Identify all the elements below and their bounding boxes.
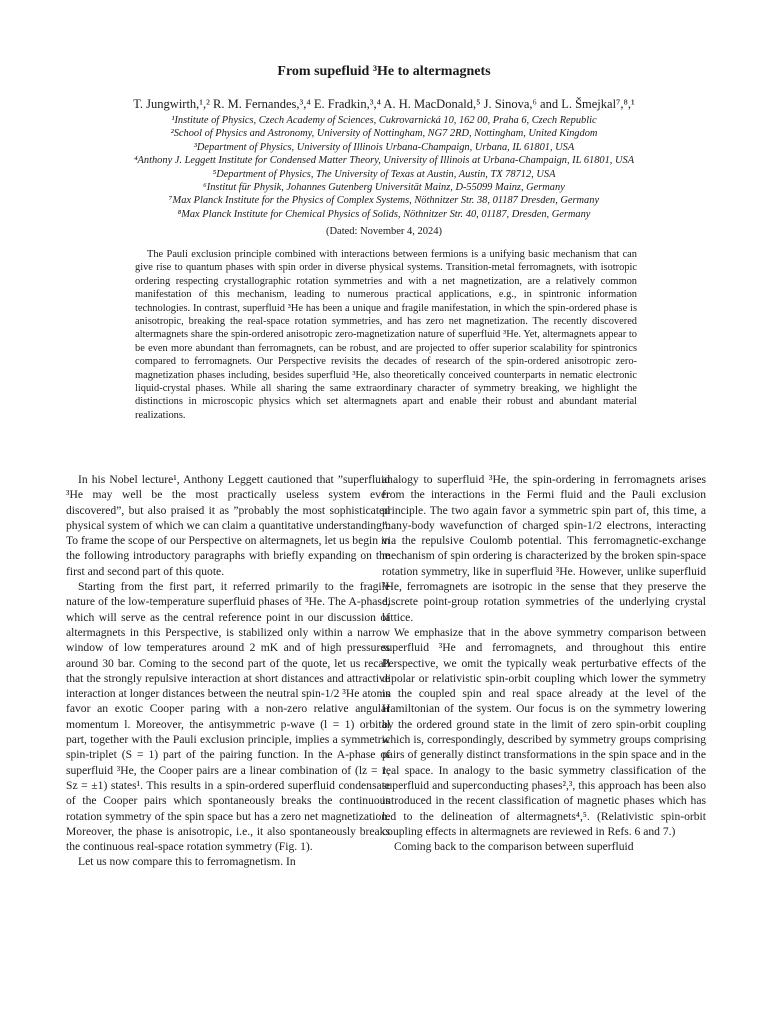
paragraph: analogy to superfluid ³He, the spin-ordering in ferromagnets arises from the interactions in the Fermi fluid and the Pauli exclusion principle. The two again favor a symmetric spin part of, this time, a many-body wavefunction of charged spin-1/2 electrons, interacting via the repulsive Coulomb potential. This ferromagnetic-exchange mechanism of spin ordering is characterized by the broken spin-space rotation symmetry, like in superfluid ³He. However, unlike superfluid ³He, ferromagnets are isotropic in the sense that they preserve the discrete point-group rotation symmetries of the underlying crystal lattice. [382,473,706,624]
author-list: T. Jungwirth,¹,² R. M. Fernandes,³,⁴ E. Fradkin,³,⁴ A. H. MacDonald,⁵ J. Sinova,⁶ and L. Šmejkal⁷,⁸,¹ [133,97,635,111]
paragraph: Starting from the first part, it referred primarily to the fragile nature of the low-temperature superfluid phases of ³He. The A-phase, which will serve as the central reference point in our discussion of altermagnets in this Perspective, is stabilized only within a narrow window of low temperatures around 2 mK and of high pressures around 30 bar. Coming to the second part of the quote, let us recall that the strongly repulsive interaction at short distances and attractive interaction at longer distances between the neutral spin-1/2 ³He atoms favor an exotic Cooper paring with a non-zero relative angular momentum l. Moreover, the antisymmetric p-wave (l = 1) orbital part, together with the Pauli exclusion principle, implies a symmetric spin-triplet (S = 1) part of the pairing function. In the A-phase of superfluid ³He, the Cooper pairs are a linear combination of (lz = 1, Sz = ±1) states¹. This results in a spin-ordered superfluid condensate of the Cooper pairs which spontaneously breaks the continuous rotation symmetry of the spin space but has a zero net magnetization. Moreover, the phase is anisotropic, i.e., it also spontaneously breaks the continuous real-space rotation symmetry (Fig. 1). [66,580,390,854]
paragraph: Coming back to the comparison between superfluid [394,840,634,854]
left-column [66,472,390,870]
affiliation: ⁶Institut für Physik, Johannes Gutenberg Universität Mainz, D-55099 Mainz, Germany [203,182,565,194]
affiliations [0,114,768,221]
abstract: The Pauli exclusion principle combined with interactions between fermions is a unifying basic mechanism that can give rise to quantum phases with spin order in diverse physical systems. Transition-metal ferromagnets, with isotropic ordering respecting crystallographic rotation symmetries and with a net magnetization, are a relatively common manifestation of this mechanism, leading to numerous practical applications, e.g., in spintronic information technologies. In contrast, superfluid ³He has been a unique and fragile manifestation, in which the spin-ordered phase is anisotropic, breaking the real-space rotation symmetries, and has zero net magnetization. The recently discovered altermagnets share the spin-ordered anisotropic zero-magnetization nature of superfluid ³He. Yet, altermagnets appear to be even more abundant than ferromagnets, can be robust, and are projected to offer superior scalability for spintronics compared to ferromagnets. Our Perspective revisits the decades of research of the spin-ordered anisotropic zero-magnetization phases including, besides superfluid ³He, also theoretically conceived counterparts in nematic electronic liquid-crystal phases. While all sharing the same extraordinary character of symmetry breaking, we highlight the distinctions in microscopic physics which set altermagnets apart and enable their robust and abundant material realizations. [135,249,637,421]
paragraph: In his Nobel lecture¹, Anthony Leggett cautioned that ”superfluid ³He may well be the most practically useless system ever discovered”, but also praised it as ”probably the most sophisticated physical system of which we can claim a quantitative understanding”. To frame the scope of our Perspective on altermagnets, let us begin in the following introductory paragraphs with briefly expanding on the first and second part of this quote. [66,473,390,578]
affiliation: ¹Institute of Physics, Czech Academy of Sciences, Cukrovarnická 10, 162 00, Praha 6, Czech Republic [171,115,597,126]
affiliation: ⁴Anthony J. Leggett Institute for Condensed Matter Theory, University of Illinois at Urbana-Champaign, IL 61801, USA [133,155,635,167]
date-line: (Dated: November 4, 2024) [325,226,443,237]
affiliation: ²School of Physics and Astronomy, University of Nottingham, NG7 2RD, Nottingham, United Kingdom [170,128,598,140]
paper-title: From supefluid ³He to altermagnets [277,64,491,79]
affiliation: ⁵Department of Physics, The University of Texas at Austin, Austin, TX 78712, USA [212,168,556,180]
affiliation: ⁷Max Planck Institute for the Physics of Complex Systems, Nöthnitzer Str. 38, 01187 Dresden, Germany [168,195,600,207]
paragraph: Let us now compare this to ferromagnetism. In [78,855,296,869]
affiliation: ³Department of Physics, University of Illinois Urbana-Champaign, Urbana, IL 61801, USA [193,141,575,153]
right-column [382,472,706,854]
paragraph: We emphasize that in the above symmetry comparison between superfluid ³He and ferromagnets, and throughout this entire Perspective, we omit the typically weak perturbative effects of the dipolar or relativistic spin-orbit coupling which lower the symmetry in the coupled spin and real space already at the level of the Hamiltonian of the system. Our focus is on the symmetry lowering by the ordered ground state in the limit of zero spin-orbit coupling which is, correspondingly, described by symmetry groups comprising pairs of generally distinct transformations in the spin space and in the real space. In analogy to the basic symmetry classification of the superfluid and superconducting phases²,³, this approach has been also introduced in the recent classification of magnetic phases which has led to the delineation of altermagnets⁴,⁵. (Relativistic spin-orbit coupling effects in altermagnets are reviewed in Refs. 6 and 7.) [382,625,706,838]
affiliation: ⁸Max Planck Institute for Chemical Physics of Solids, Nöthnitzer Str. 40, 01187, Dresden, Germany [177,208,591,220]
